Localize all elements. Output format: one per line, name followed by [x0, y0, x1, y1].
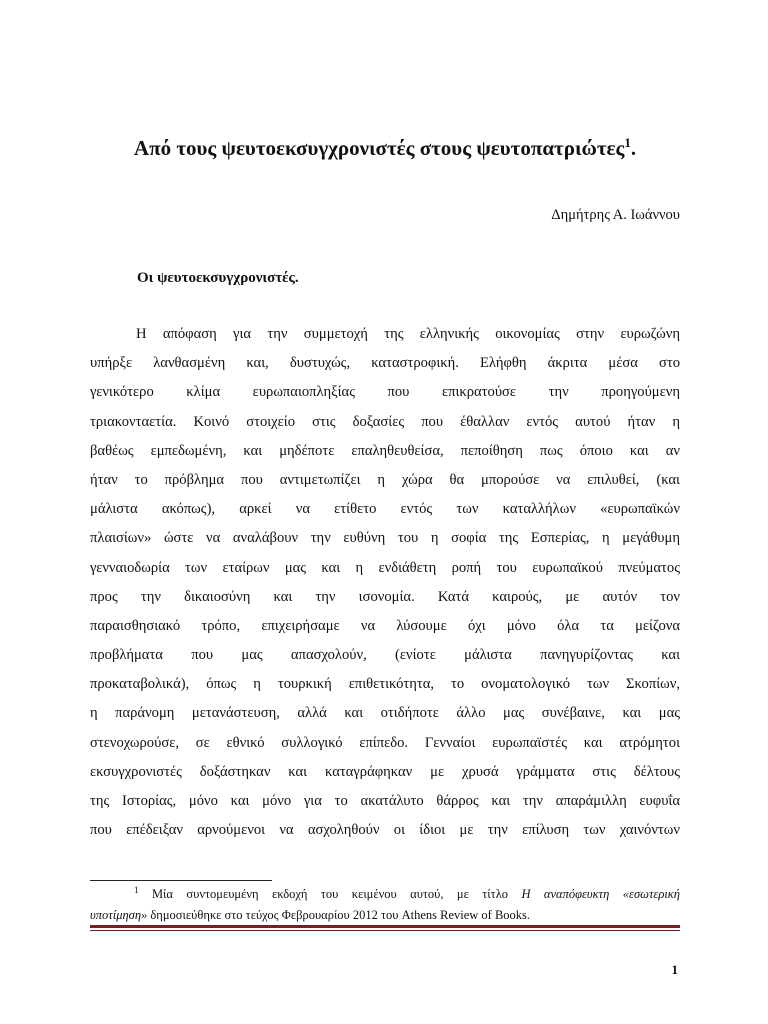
- footnote: [90, 884, 680, 926]
- footnote-line-1: [90, 884, 680, 905]
- body-line: προς την δικαιοσύνη και την ισονομία. Κατά καιρούς, με αυτόν τον: [90, 588, 680, 605]
- body-line: υπήρξε λανθασμένη και, δυστυχώς, καταστροφική. Ελήφθη άκριτα μέσα στο: [90, 355, 680, 372]
- body-line: της Ιστορίας, μόνο και μόνο για το ακατάλυτο θάρρος και την απαράμιλλη ευφυΐα: [90, 793, 680, 809]
- body-paragraph: [90, 320, 680, 845]
- body-line: πλαισίων» ώστε να αναλάβουν την ευθύνη του η σοφία της Εσπερίας, η μεγάθυμη: [90, 530, 680, 547]
- title-text: Από τους ψευτοεκσυγχρονιστές στους ψευτοπατριώτες: [133, 136, 625, 160]
- body-line: τριακονταετία. Κοινό στοιχείο στις δοξασίες που έθαλλαν εντός αυτού ήταν η: [90, 413, 680, 430]
- footnote-text-b: δημοσιεύθηκε στο τεύχος Φεβρουαρίου 2012 του Athens Review of Books.: [150, 908, 531, 922]
- body-line: γενναιοδωρία των εταίρων μας και η ενδιάθετη ροπή του ευρωπαϊκού πνεύματος: [90, 559, 680, 576]
- body-line: ήταν το πρόβλημα που αντιμετωπίζει η χώρα θα μπορούσε να επιλυθεί, (και: [90, 471, 680, 488]
- title-period: .: [630, 136, 637, 160]
- body-line: παραισθησιακό τρόπο, επιχειρήσαμε να λύσουμε όχι μόνο όλα τα μείζονα: [90, 617, 680, 634]
- document-title: [90, 135, 680, 161]
- body-line: γενικότερο κλίμα ευρωπαιοπληξίας που επικρατούσε την προηγούμενη: [90, 384, 680, 401]
- body-line: προκαταβολικά), όπως η τουρκική επιθετικότητα, το ονοματολογικό των Σκοπίων,: [90, 676, 680, 693]
- title-footnote-ref[interactable]: 1: [624, 135, 631, 150]
- body-line: εκσυγχρονιστές δοξάστηκαν και καταγράφηκαν με χρυσά γράμματα στις δέλτους: [90, 763, 680, 780]
- footnote-title-italic-b: υποτίμηση»: [90, 908, 148, 922]
- footnote-title-italic-a: Η αναπόφευκτη «εσωτερική: [521, 887, 680, 901]
- section-heading: Οι ψευτοεκσυγχρονιστές.: [137, 270, 299, 286]
- body-line: η παράνομη μετανάστευση, αλλά και οτιδήποτε άλλο μας συνέβαινε, και μας: [90, 705, 680, 722]
- body-line: που επέδειξαν αρνούμενοι να ασχοληθούν οι ίδιοι με την επίλυση των χαινόντων: [90, 822, 680, 839]
- body-line: βαθέως εμπεδωμένη, και μηδέποτε επαληθευθείσα, πεποίθηση πως όποιο και αν: [90, 442, 680, 459]
- footer-rule-thin: [90, 930, 680, 931]
- footnote-separator: [90, 880, 272, 881]
- footnote-number: 1: [134, 885, 139, 895]
- footer-rule-thick: [90, 925, 680, 928]
- footnote-line-2: [90, 905, 680, 926]
- author-name: Δημήτρης Α. Ιωάννου: [551, 207, 680, 223]
- body-line: μάλιστα ακόπως), αρκεί να ετίθετο εντός των καταλλήλων «ευρωπαϊκών: [90, 501, 680, 518]
- page-number: 1: [671, 962, 678, 977]
- body-line: στενοχωρούσε, σε εθνικό συλλογικό επίπεδο. Γενναίοι ευρωπαϊστές και ατρόμητοι: [90, 734, 680, 751]
- body-line: προβλήματα που μας απασχολούν, (ενίοτε μάλιστα πανηγυρίζοντας και: [90, 647, 680, 664]
- footnote-text-a: Μία συντομευμένη εκδοχή του κειμένου αυτού, με τίτλο: [151, 887, 509, 901]
- body-line: Η απόφαση για την συμμετοχή της ελληνικής οικονομίας στην ευρωζώνη: [136, 326, 680, 342]
